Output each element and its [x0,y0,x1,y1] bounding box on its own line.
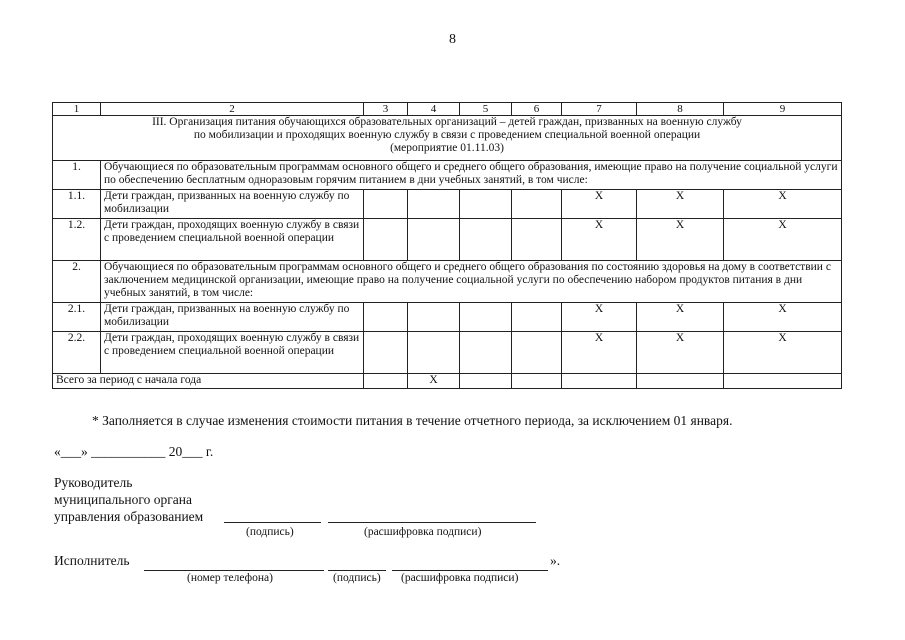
cell-mark: X [637,219,724,261]
section-title-line: III. Организация питания обучающихся образовательных организаций – детей граждан, призванных на военную службу [152,116,742,128]
executor-phone-line[interactable] [144,570,324,571]
section-title-line: (мероприятие 01.11.03) [390,142,504,154]
head-title-line: муниципального органа [54,492,192,507]
table-cell [460,332,512,374]
table-cell [408,332,460,374]
executor-closing-quote: ». [550,553,561,568]
executor-signature-caption: (подпись) [333,572,381,584]
table-cell [364,303,408,332]
table-cell [637,374,724,389]
column-number: 3 [364,103,408,116]
table-row [53,303,842,332]
cell-mark: X [562,303,637,332]
table-cell [512,190,562,219]
column-number: 7 [562,103,637,116]
date-line: «___» ___________ 20___ г. [54,444,214,459]
executor-phone-caption: (номер телефона) [187,572,273,584]
table-cell [562,374,637,389]
row-number: 2.2. [53,332,101,374]
cell-mark: X [724,190,842,219]
table-cell [724,374,842,389]
table-cell [460,374,512,389]
table-cell [364,332,408,374]
row-description: Обучающиеся по образовательным программам основного общего и среднего общего образования по состоянию здоровья на дому в соответствии с заключением медицинской организации, имеющие право на получение социальной услуги по обеспечению набором продуктов питания в дни учебных занятий, в том числе: [101,261,842,303]
column-number: 2 [101,103,364,116]
section-title [53,116,842,161]
cell-mark: X [408,374,460,389]
head-title-line: управления образованием [54,509,204,524]
table-cell [408,219,460,261]
row-description: Дети граждан, призванных на военную службу по мобилизации [101,303,364,332]
table-row [53,219,842,261]
table-cell [512,303,562,332]
head-decoding-line[interactable] [328,522,536,523]
column-number: 9 [724,103,842,116]
column-number: 8 [637,103,724,116]
cell-mark: X [724,303,842,332]
column-number-row [53,103,842,116]
row-description: Обучающиеся по образовательным программам основного общего и среднего общего образования, имеющие право на получение социальной услуги по обеспечению бесплатным одноразовым горячим питанием в дни учебных занятий, в том числе: [101,161,842,190]
table-row [53,161,842,190]
row-description: Дети граждан, проходящих военную службу в связи с проведением специальной военной операции [101,219,364,261]
cell-mark: X [562,219,637,261]
executor-label: Исполнитель [54,553,130,568]
table-cell [512,332,562,374]
cell-mark: X [637,303,724,332]
head-signature-caption: (подпись) [246,526,294,538]
table-cell [460,190,512,219]
cell-mark: X [637,332,724,374]
page-number: 8 [449,32,456,47]
executor-decoding-line[interactable] [392,570,548,571]
table-cell [512,374,562,389]
table-row [53,332,842,374]
cell-mark: X [724,332,842,374]
table-cell [364,374,408,389]
row-number: 1.2. [53,219,101,261]
cell-mark: X [562,190,637,219]
row-number: 1.1. [53,190,101,219]
table-cell [364,190,408,219]
head-title-line: Руководитель [54,475,133,490]
total-label: Всего за период с начала года [53,374,364,389]
table-cell [460,303,512,332]
column-number: 4 [408,103,460,116]
row-description: Дети граждан, проходящих военную службу в связи с проведением специальной военной операции [101,332,364,374]
table-row [53,261,842,303]
table-cell [364,219,408,261]
row-number: 1. [53,161,101,190]
total-row [53,374,842,389]
executor-signature-line[interactable] [328,570,386,571]
executor-decoding-caption: (расшифровка подписи) [401,572,519,584]
footnote: * Заполняется в случае изменения стоимости питания в течение отчетного периода, за исключением 01 января. [92,413,733,428]
row-number: 2.1. [53,303,101,332]
cell-mark: X [637,190,724,219]
head-decoding-caption: (расшифровка подписи) [364,526,482,538]
row-description: Дети граждан, призванных на военную службу по мобилизации [101,190,364,219]
section-title-line: по мобилизации и проходящих военную службу в связи с проведением специальной военной операции [193,129,701,141]
section-title-row [53,116,842,161]
column-number: 5 [460,103,512,116]
table-cell [408,303,460,332]
table-cell [460,219,512,261]
table-cell [512,219,562,261]
row-number: 2. [53,261,101,303]
head-signature-line[interactable] [224,522,321,523]
table-cell [408,190,460,219]
report-table [52,102,842,389]
table-row [53,190,842,219]
cell-mark: X [724,219,842,261]
head-signature-block [54,474,203,525]
column-number: 6 [512,103,562,116]
column-number: 1 [53,103,101,116]
cell-mark: X [562,332,637,374]
